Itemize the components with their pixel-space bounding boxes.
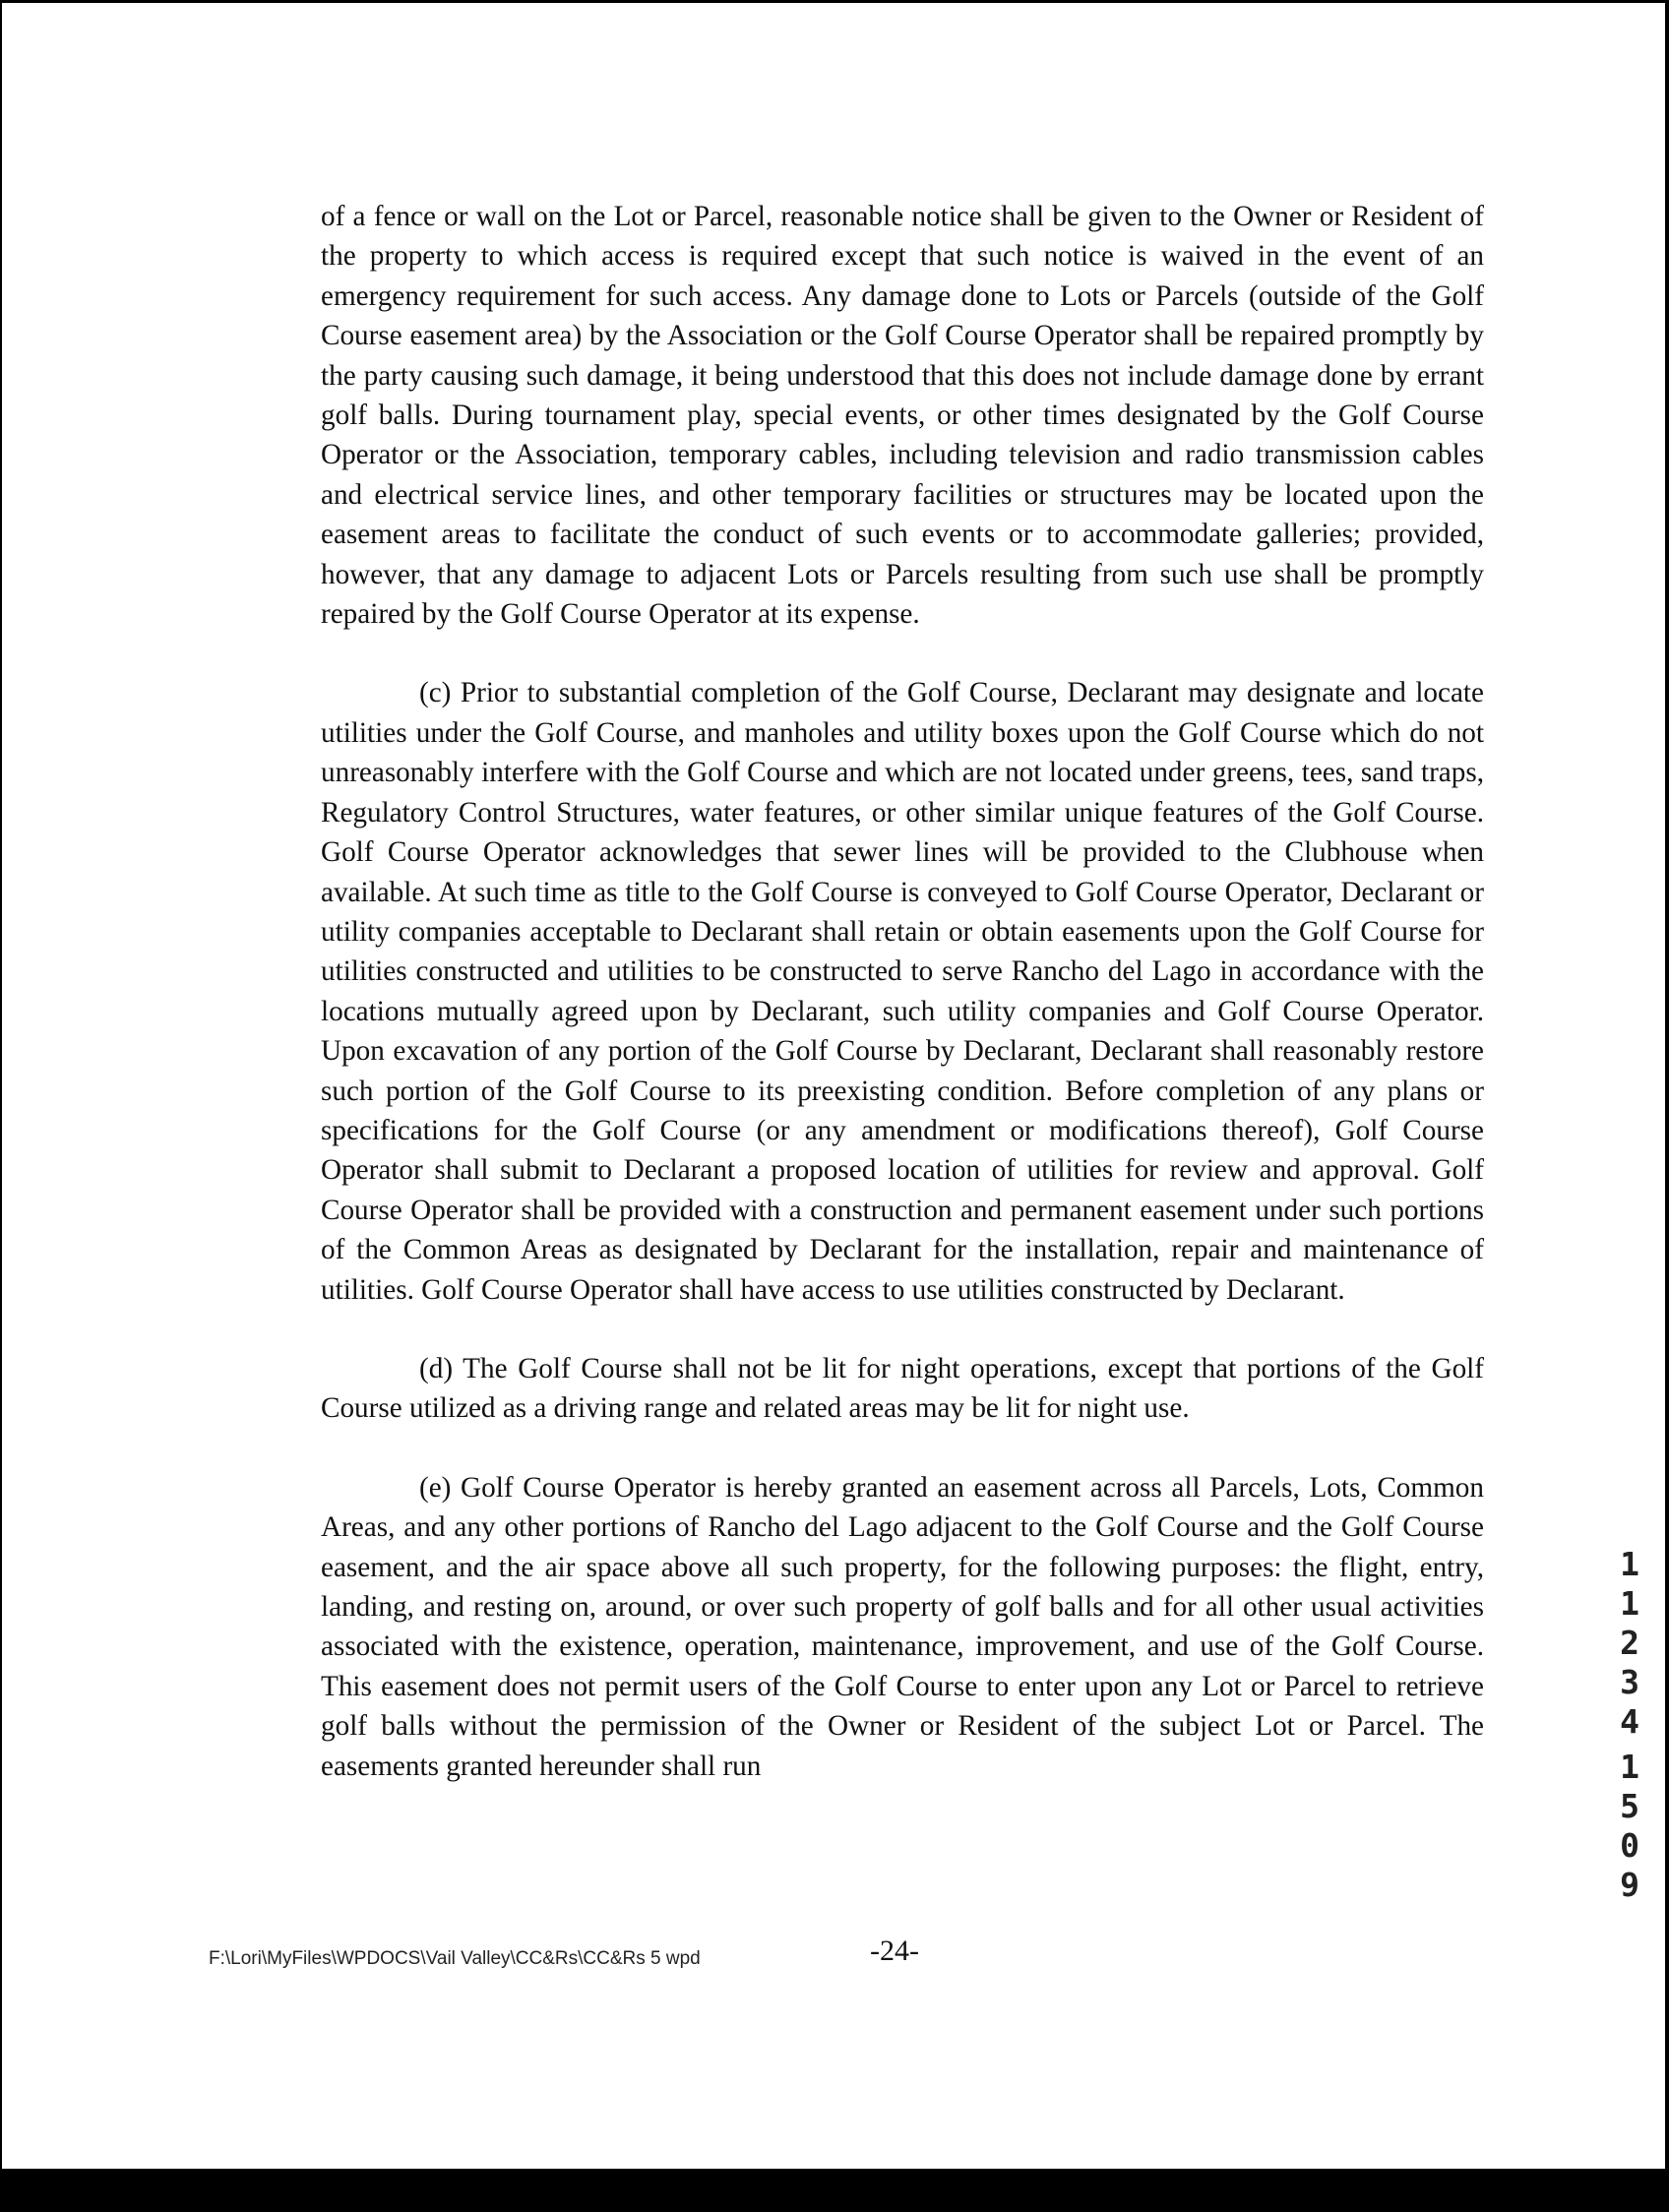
stamp-digit: 2 [1620, 1624, 1639, 1662]
paragraph-gap [321, 634, 1484, 673]
page-number: -24- [870, 1935, 919, 1967]
recording-stamp-docket [1610, 1545, 1649, 1742]
recording-stamp-page [1610, 1748, 1649, 1905]
stamp-digit: 1 [1620, 1748, 1639, 1786]
stamp-digit: 5 [1620, 1787, 1639, 1825]
stamp-digit: 1 [1620, 1545, 1639, 1583]
paragraph-c: (c) Prior to substantial completion of the Golf Course, Declarant may designate and locate utilities under the Golf Course, and manholes and utility boxes upon the Golf Course which do not unreasonably interfere with the Golf Course and which are not located under greens, tees, sand traps, Regulatory Control Structures, water features, or other similar unique features of the Golf Course. Golf Course Operator acknowledges that sewer lines will be provided to the Clubhouse when available. At such time as title to the Golf Course is conveyed to Golf Course Operator, Declarant or utility companies acceptable to Declarant shall retain or obtain easements upon the Golf Course for utilities constructed and utilities to be constructed to serve Rancho del Lago in accordance with the locations mutually agreed upon by Declarant, such utility companies and Golf Course Operator. Upon excavation of any portion of the Golf Course by Declarant, Declarant shall reasonably restore such portion of the Golf Course to its preexisting condition. Before completion of any plans or specifications for the Golf Course (or any amendment or modifications thereof), Golf Course Operator shall submit to Declarant a proposed location of utilities for review and approval. Golf Course Operator shall be provided with a construction and permanent easement under such portions of the Common Areas as designated by Declarant for the installation, repair and maintenance of utilities. Golf Course Operator shall have access to use utilities constructed by Declarant. [321, 677, 1484, 1306]
scan-edge-right [1665, 0, 1669, 2212]
scan-edge-bottom [0, 2169, 1669, 2212]
paragraph-continuation: of a fence or wall on the Lot or Parcel, reasonable notice shall be given to the Owner or Resident of the property to which access is required except that such notice is waived in the event of an emergency requirement for such access. Any damage done to Lots or Parcels (outside of the Golf Course easement area) by the Association or the Golf Course Operator shall be repaired promptly by the party causing such damage, it being understood that this does not include damage done by errant golf balls. During tournament play, special events, or other times designated by the Golf Course Operator or the Association, temporary cables, including television and radio transmission cables and electrical service lines, and other temporary facilities or structures may be located upon the easement areas to facilitate the conduct of such events or to accommodate galleries; provided, however, that any damage to adjacent Lots or Parcels resulting from such use shall be promptly repaired by the Golf Course Operator at its expense. [321, 201, 1484, 631]
stamp-digit: 3 [1620, 1663, 1639, 1701]
paragraph-d: (d) The Golf Course shall not be lit for night operations, except that portions of the Golf Course utilized as a driving range and related areas may be lit for night use. [321, 1352, 1484, 1425]
paragraph-e: (e) Golf Course Operator is hereby granted an easement across all Parcels, Lots, Common Areas, and any other portions of Rancho del Lago adjacent to the Golf Course and the Golf Course easement, and the air space above all such property, for the following purposes: the flight, entry, landing, and resting on, around, or over such property of golf balls and for all other usual activities associated with the existence, operation, maintenance, improvement, and use of the Golf Course. This easement does not permit users of the Golf Course to enter upon any Lot or Parcel to retrieve golf balls without the permission of the Owner or Resident of the subject Lot or Parcel. The easements granted hereunder shall run [321, 1471, 1484, 1782]
stamp-digit: 4 [1620, 1702, 1639, 1741]
paragraph-gap [321, 1310, 1484, 1349]
scan-edge-top [0, 0, 1669, 3]
stamp-digit: 9 [1620, 1866, 1639, 1904]
scan-edge-left [0, 0, 2, 2212]
document-body [321, 197, 1484, 1786]
stamp-digit: 1 [1620, 1584, 1639, 1623]
stamp-digit: 0 [1620, 1826, 1639, 1865]
footer-file-path: F:\Lori\MyFiles\WPDOCS\Vail Valley\CC&Rs\CC&Rs 5 wpd [209, 1948, 701, 1969]
paragraph-gap [321, 1429, 1484, 1468]
